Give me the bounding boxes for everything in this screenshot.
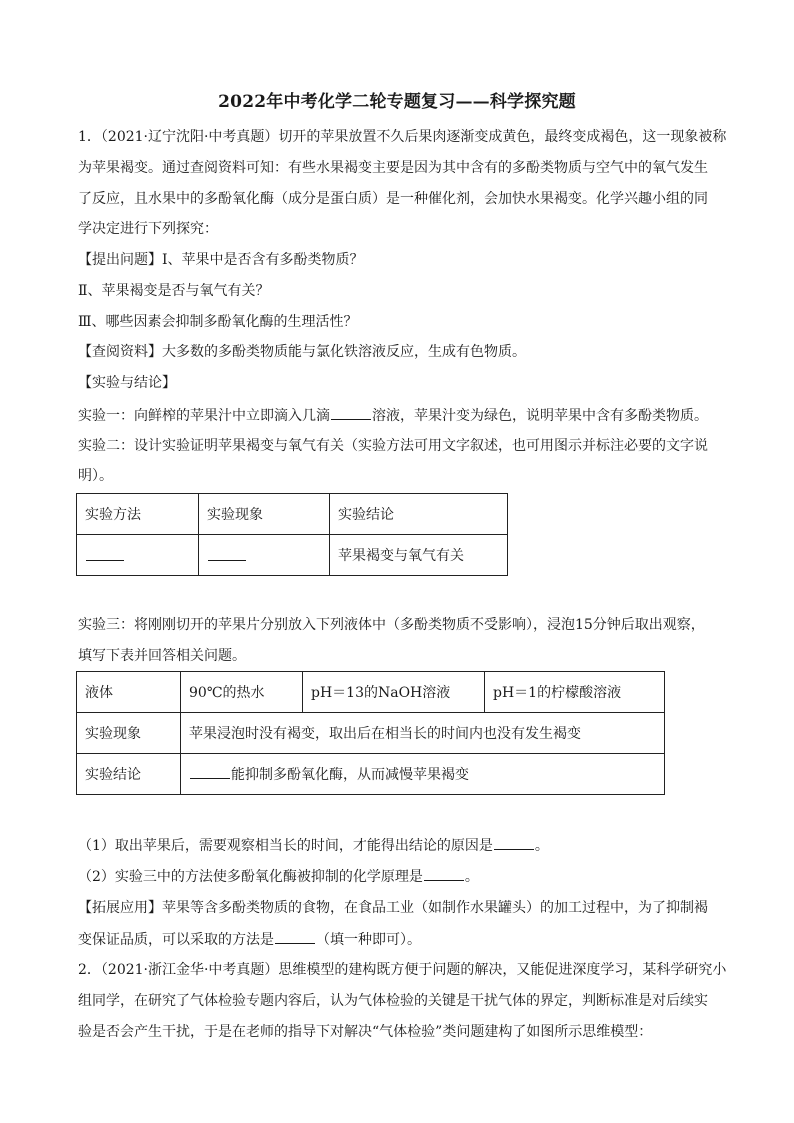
table-header-phenomenon: 实验现象 bbox=[199, 494, 330, 535]
extension-answer-blank[interactable] bbox=[275, 929, 315, 944]
method-answer-blank[interactable] bbox=[86, 546, 124, 561]
phenomenon-answer-cell[interactable] bbox=[199, 535, 330, 576]
table-row bbox=[77, 713, 665, 754]
exp3-conclusion-text: 能抑制多酚氧化酶，从而减慢苹果褐变 bbox=[231, 767, 469, 783]
phenomenon-answer-blank[interactable] bbox=[208, 546, 246, 561]
liquid-naoh: pH＝13的NaOH溶液 bbox=[303, 672, 485, 713]
extension-text: 变保证品质，可以采取的方法是 bbox=[78, 932, 274, 948]
q1-line-3: 了反应，且水果中的多酚氧化酶（成分是蛋白质）是一种催化剂，会加快水果褐变。化学兴趣小组的同 bbox=[78, 191, 708, 207]
table-row bbox=[77, 535, 508, 576]
q1-exp1 bbox=[78, 405, 718, 426]
q1-experiment-heading: 【实验与结论】 bbox=[78, 375, 176, 391]
q1-question-3: Ⅲ、哪些因素会抑制多酚氧化酶的生理活性？ bbox=[78, 314, 358, 330]
liquid-citric-acid: pH＝1的柠檬酸溶液 bbox=[485, 672, 665, 713]
method-answer-cell[interactable] bbox=[77, 535, 199, 576]
phenomenon-label-cell: 实验现象 bbox=[77, 713, 181, 754]
exp3-conclusion-cell bbox=[181, 754, 665, 795]
q1-sub-question-2 bbox=[78, 866, 718, 887]
q1-question-1: 【提出问题】Ⅰ、苹果中是否含有多酚类物质？ bbox=[78, 252, 364, 268]
liquid-hot-water: 90℃的热水 bbox=[181, 672, 303, 713]
table-header-method: 实验方法 bbox=[77, 494, 199, 535]
sub1-end: 。 bbox=[534, 838, 549, 854]
q1-reference: 【查阅资料】大多数的多酚类物质能与氯化铁溶液反应，生成有色物质。 bbox=[78, 344, 526, 360]
table-row bbox=[77, 754, 665, 795]
liquid-label-cell: 液体 bbox=[77, 672, 181, 713]
q2-line-2: 组同学，在研究了气体检验专题内容后，认为气体检验的关键是干扰气体的界定，判断标准是对后续实 bbox=[78, 993, 708, 1009]
q2-line-3: 验是否会产生干扰，于是在老师的指导下对解决“气体检验”类问题建构了如图所示思维模型： bbox=[78, 1024, 653, 1040]
q1-extension-line-1: 【拓展应用】苹果等含多酚类物质的食物，在食品工业（如制作水果罐头）的加工过程中，为了抑制褐 bbox=[78, 900, 708, 916]
table-row bbox=[77, 672, 665, 713]
extension-end: （填一种即可）。 bbox=[316, 932, 421, 948]
page-title: 2022年中考化学二轮专题复习——科学探究题 bbox=[218, 92, 576, 112]
phenomenon-cell: 苹果浸泡时没有褐变，取出后在相当长的时间内也没有发生褐变 bbox=[181, 713, 665, 754]
sub1-text: （1）取出苹果后，需要观察相当长的时间，才能得出结论的原因是 bbox=[78, 838, 493, 854]
q1-sub-question-1 bbox=[78, 835, 718, 856]
conclusion-cell: 苹果褐变与氧气有关 bbox=[330, 535, 508, 576]
exp1-text-before: 实验一：向鲜榨的苹果汁中立即滴入几滴 bbox=[78, 408, 330, 424]
sub1-answer-blank[interactable] bbox=[494, 835, 534, 850]
q1-line-2: 为苹果褐变。通过查阅资料可知：有些水果褐变主要是因为其中含有的多酚类物质与空气中的氧气发生 bbox=[78, 160, 708, 176]
sub2-end: 。 bbox=[464, 869, 479, 885]
q2-line-1: 2．（2021·浙江金华·中考真题）思维模型的建构既方便于问题的解决，又能促进深度学习，某科学研究小 bbox=[78, 962, 727, 978]
exp3-table bbox=[76, 671, 665, 795]
q1-question-2: Ⅱ、苹果褐变是否与氧气有关？ bbox=[78, 283, 270, 299]
q1-extension-line-2 bbox=[78, 929, 718, 950]
exp1-answer-blank[interactable] bbox=[331, 405, 371, 420]
q1-exp2-line-2: 明）。 bbox=[78, 468, 113, 484]
exp3-conclusion-blank[interactable] bbox=[190, 764, 230, 779]
table-header-conclusion: 实验结论 bbox=[330, 494, 508, 535]
conclusion-label-cell: 实验结论 bbox=[77, 754, 181, 795]
q1-exp3-line-1: 实验三：将刚刚切开的苹果片分别放入下列液体中（多酚类物质不受影响），浸泡15分钟后取出观察， bbox=[78, 617, 705, 633]
exp1-text-after: 溶液，苹果汁变为绿色，说明苹果中含有多酚类物质。 bbox=[372, 408, 708, 424]
sub2-text: （2）实验三中的方法使多酚氧化酶被抑制的化学原理是 bbox=[78, 869, 423, 885]
q1-exp3-line-2: 填写下表并回答相关问题。 bbox=[78, 648, 246, 664]
sub2-answer-blank[interactable] bbox=[424, 866, 464, 881]
q1-line-4: 学决定进行下列探究： bbox=[78, 221, 218, 237]
table-row bbox=[77, 494, 508, 535]
q1-exp2-line-1: 实验二：设计实验证明苹果褐变与氧气有关（实验方法可用文字叙述，也可用图示并标注必要的文字说 bbox=[78, 438, 708, 454]
exp2-table bbox=[76, 493, 508, 576]
q1-line-1: 1．（2021·辽宁沈阳·中考真题）切开的苹果放置不久后果肉逐渐变成黄色，最终变成褐色，这一现象被称 bbox=[78, 129, 727, 145]
